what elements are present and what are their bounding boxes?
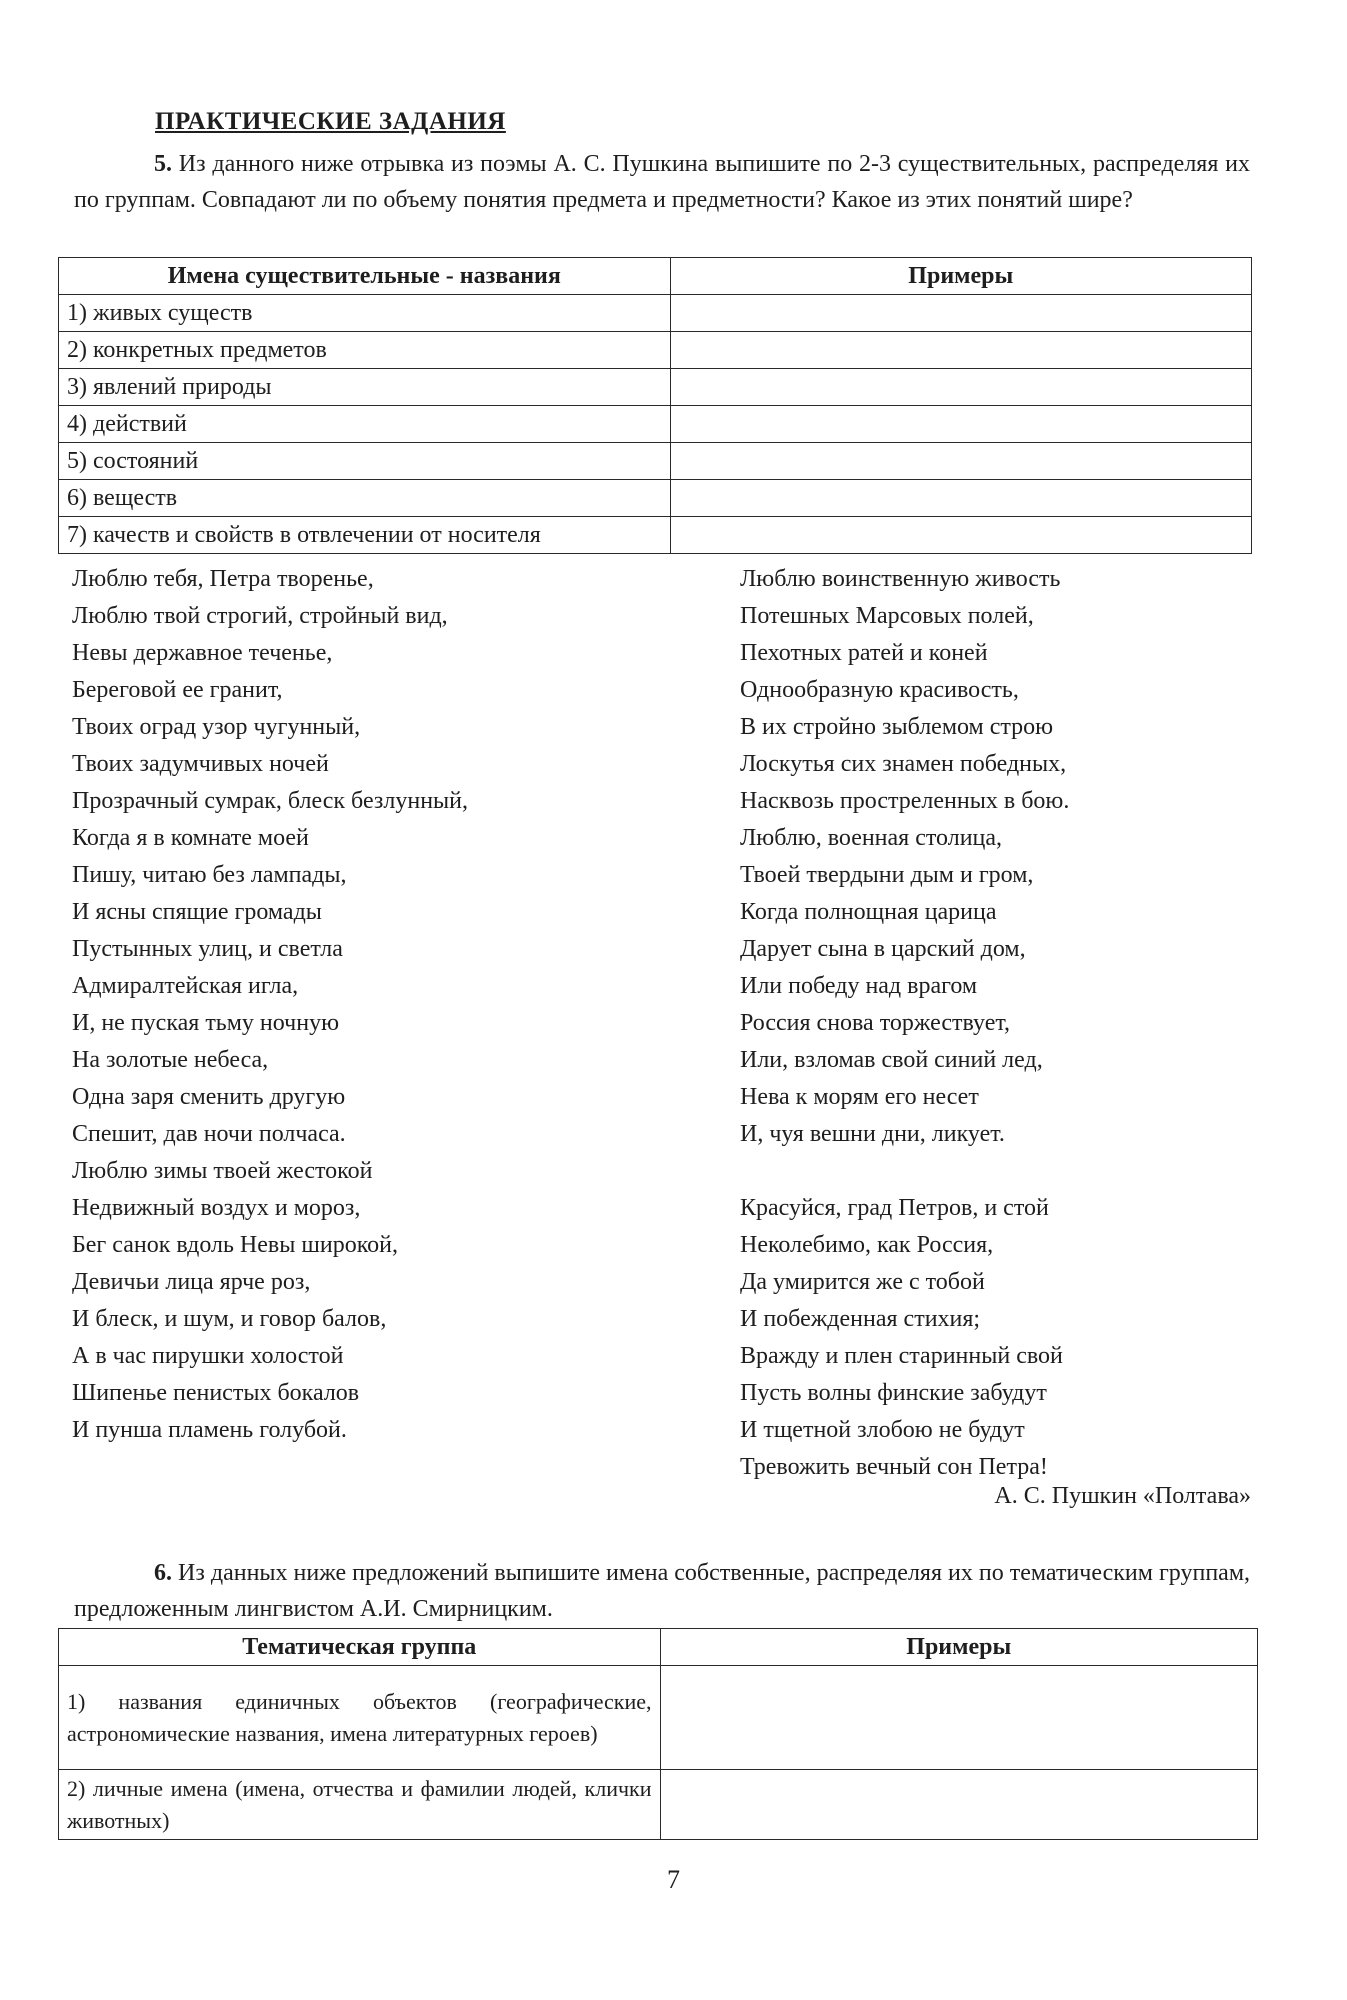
task-6-text: Из данных ниже предложений выпишите имена собственные, распределяя их по тематическим группам, предложенным лингвистом А.И. Смирницким. (74, 1560, 1251, 1622)
table-row (59, 332, 1252, 369)
table-row (59, 1770, 1258, 1840)
poem-line: Когда я в комнате моей (72, 825, 309, 851)
nouns-examples-cell[interactable] (670, 406, 1251, 443)
proper-names-table (58, 1628, 1258, 1840)
task-5-number: 5. (154, 151, 172, 177)
poem-line: Нева к морям его несет (740, 1084, 979, 1110)
poem-line: Пустынных улиц, и светла (72, 936, 343, 962)
proper-names-group-cell: 1) названия единичных объектов (географические, астрономические названия, имена литературных героев) (59, 1666, 661, 1770)
nouns-category-cell: 6) веществ (59, 480, 671, 517)
poem-line: Спешит, дав ночи полчаса. (72, 1121, 346, 1147)
poem-line: Твоих оград узор чугунный, (72, 714, 361, 740)
poem-line: Однообразную красивость, (740, 677, 1019, 703)
nouns-table-header-category: Имена существительные - названия (59, 258, 671, 295)
nouns-examples-cell[interactable] (670, 295, 1251, 332)
task-5-text: Из данного ниже отрывка из поэмы А. С. Пушкина выпишите по 2-3 существительных, распределяя их по группам. Совпадают ли по объему понятия предмета и предметности? Какое из этих понятий шире? (74, 151, 1250, 213)
proper-names-header-examples: Примеры (660, 1629, 1257, 1666)
poem-line: Пусть волны финские забудут (740, 1380, 1047, 1406)
poem-line: И тщетной злобою не будут (740, 1417, 1025, 1443)
nouns-examples-cell[interactable] (670, 517, 1251, 554)
table-row (59, 369, 1252, 406)
table-row (59, 480, 1252, 517)
poem-line: Или победу над врагом (740, 973, 978, 999)
poem-line: Недвижный воздух и мороз, (72, 1195, 361, 1221)
poem-line: Россия снова торжествует, (740, 1010, 1011, 1036)
poem-right-column (740, 561, 1069, 1486)
poem-line: И пунша пламень голубой. (72, 1417, 347, 1443)
poem-line: Красуйся, град Петров, и стой (740, 1195, 1049, 1221)
nouns-category-cell: 4) действий (59, 406, 671, 443)
nouns-examples-cell[interactable] (670, 443, 1251, 480)
poem-line: Пехотных ратей и коней (740, 640, 988, 666)
poem-line: А в час пирушки холостой (72, 1343, 344, 1369)
nouns-table (58, 257, 1252, 554)
poem-line: Одна заря сменить другую (72, 1084, 346, 1110)
nouns-examples-cell[interactable] (670, 480, 1251, 517)
page-number: 7 (667, 1865, 680, 1894)
poem-line: И, не пуская тьму ночную (72, 1010, 339, 1036)
stanza-gap (740, 1153, 1069, 1190)
poem-line: Адмиралтейская игла, (72, 973, 299, 999)
poem-line: Люблю воинственную живость (740, 566, 1061, 592)
poem-line: Когда полнощная царица (740, 899, 997, 925)
poem-line: Насквозь простреленных в бою. (740, 788, 1070, 814)
poem-line: Девичьи лица ярче роз, (72, 1269, 311, 1295)
poem-line: Тревожить вечный сон Петра! (740, 1454, 1048, 1480)
poem-line: Неколебимо, как Россия, (740, 1232, 994, 1258)
poem-line: Люблю зимы твоей жестокой (72, 1158, 373, 1184)
poem-line: Невы державное теченье, (72, 640, 333, 666)
poem-line: Пишу, читаю без лампады, (72, 862, 347, 888)
poem-line: В их стройно зыблемом строю (740, 714, 1054, 740)
poem-line: Люблю, военная столица, (740, 825, 1003, 851)
table-row (59, 517, 1252, 554)
poem-line: Твоей твердыни дым и гром, (740, 862, 1034, 888)
table-row (59, 295, 1252, 332)
proper-names-examples-cell[interactable] (660, 1666, 1257, 1770)
poem-left-column (72, 561, 468, 1449)
table-row (59, 406, 1252, 443)
table-row (59, 1666, 1258, 1770)
poem-line: Вражду и плен старинный свой (740, 1343, 1063, 1369)
task-6-number: 6. (154, 1560, 172, 1586)
proper-names-group-cell: 2) личные имена (имена, отчества и фамилии людей, клички животных) (59, 1770, 661, 1840)
nouns-examples-cell[interactable] (670, 369, 1251, 406)
poem-line: И ясны спящие громады (72, 899, 322, 925)
proper-names-header-group: Тематическая группа (59, 1629, 661, 1666)
poem-line: Шипенье пенистых бокалов (72, 1380, 360, 1406)
poem-line: Прозрачный сумрак, блеск безлунный, (72, 788, 469, 814)
nouns-category-cell: 2) конкретных предметов (59, 332, 671, 369)
task-6-paragraph (74, 1555, 1250, 1627)
poem-line: Лоскутья сих знамен победных, (740, 751, 1067, 777)
section-heading: ПРАКТИЧЕСКИЕ ЗАДАНИЯ (155, 108, 506, 135)
poem-line: Твоих задумчивых ночей (72, 751, 329, 777)
poem-line: Бег санок вдоль Невы широкой, (72, 1232, 398, 1258)
poem-line: На золотые небеса, (72, 1047, 269, 1073)
poem-line: Люблю твой строгий, стройный вид, (72, 603, 448, 629)
nouns-category-cell: 7) качеств и свойств в отвлечении от носителя (59, 517, 671, 554)
poem-line: Да умирится же с тобой (740, 1269, 985, 1295)
poem-line: И, чуя вешни дни, ликует. (740, 1121, 1005, 1147)
poem-attribution: А. С. Пушкин «Полтава» (994, 1483, 1251, 1509)
poem-line: Потешных Марсовых полей, (740, 603, 1034, 629)
poem-line: И побежденная стихия; (740, 1306, 981, 1332)
task-5-paragraph (74, 146, 1250, 218)
poem-line: Люблю тебя, Петра творенье, (72, 566, 374, 592)
poem-line: Береговой ее гранит, (72, 677, 283, 703)
poem-line: Дарует сына в царский дом, (740, 936, 1026, 962)
nouns-table-header-examples: Примеры (670, 258, 1251, 295)
poem-line: И блеск, и шум, и говор балов, (72, 1306, 387, 1332)
poem-line: Или, взломав свой синий лед, (740, 1047, 1043, 1073)
nouns-category-cell: 3) явлений природы (59, 369, 671, 406)
proper-names-examples-cell[interactable] (660, 1770, 1257, 1840)
nouns-examples-cell[interactable] (670, 332, 1251, 369)
nouns-category-cell: 5) состояний (59, 443, 671, 480)
table-row (59, 443, 1252, 480)
nouns-category-cell: 1) живых существ (59, 295, 671, 332)
